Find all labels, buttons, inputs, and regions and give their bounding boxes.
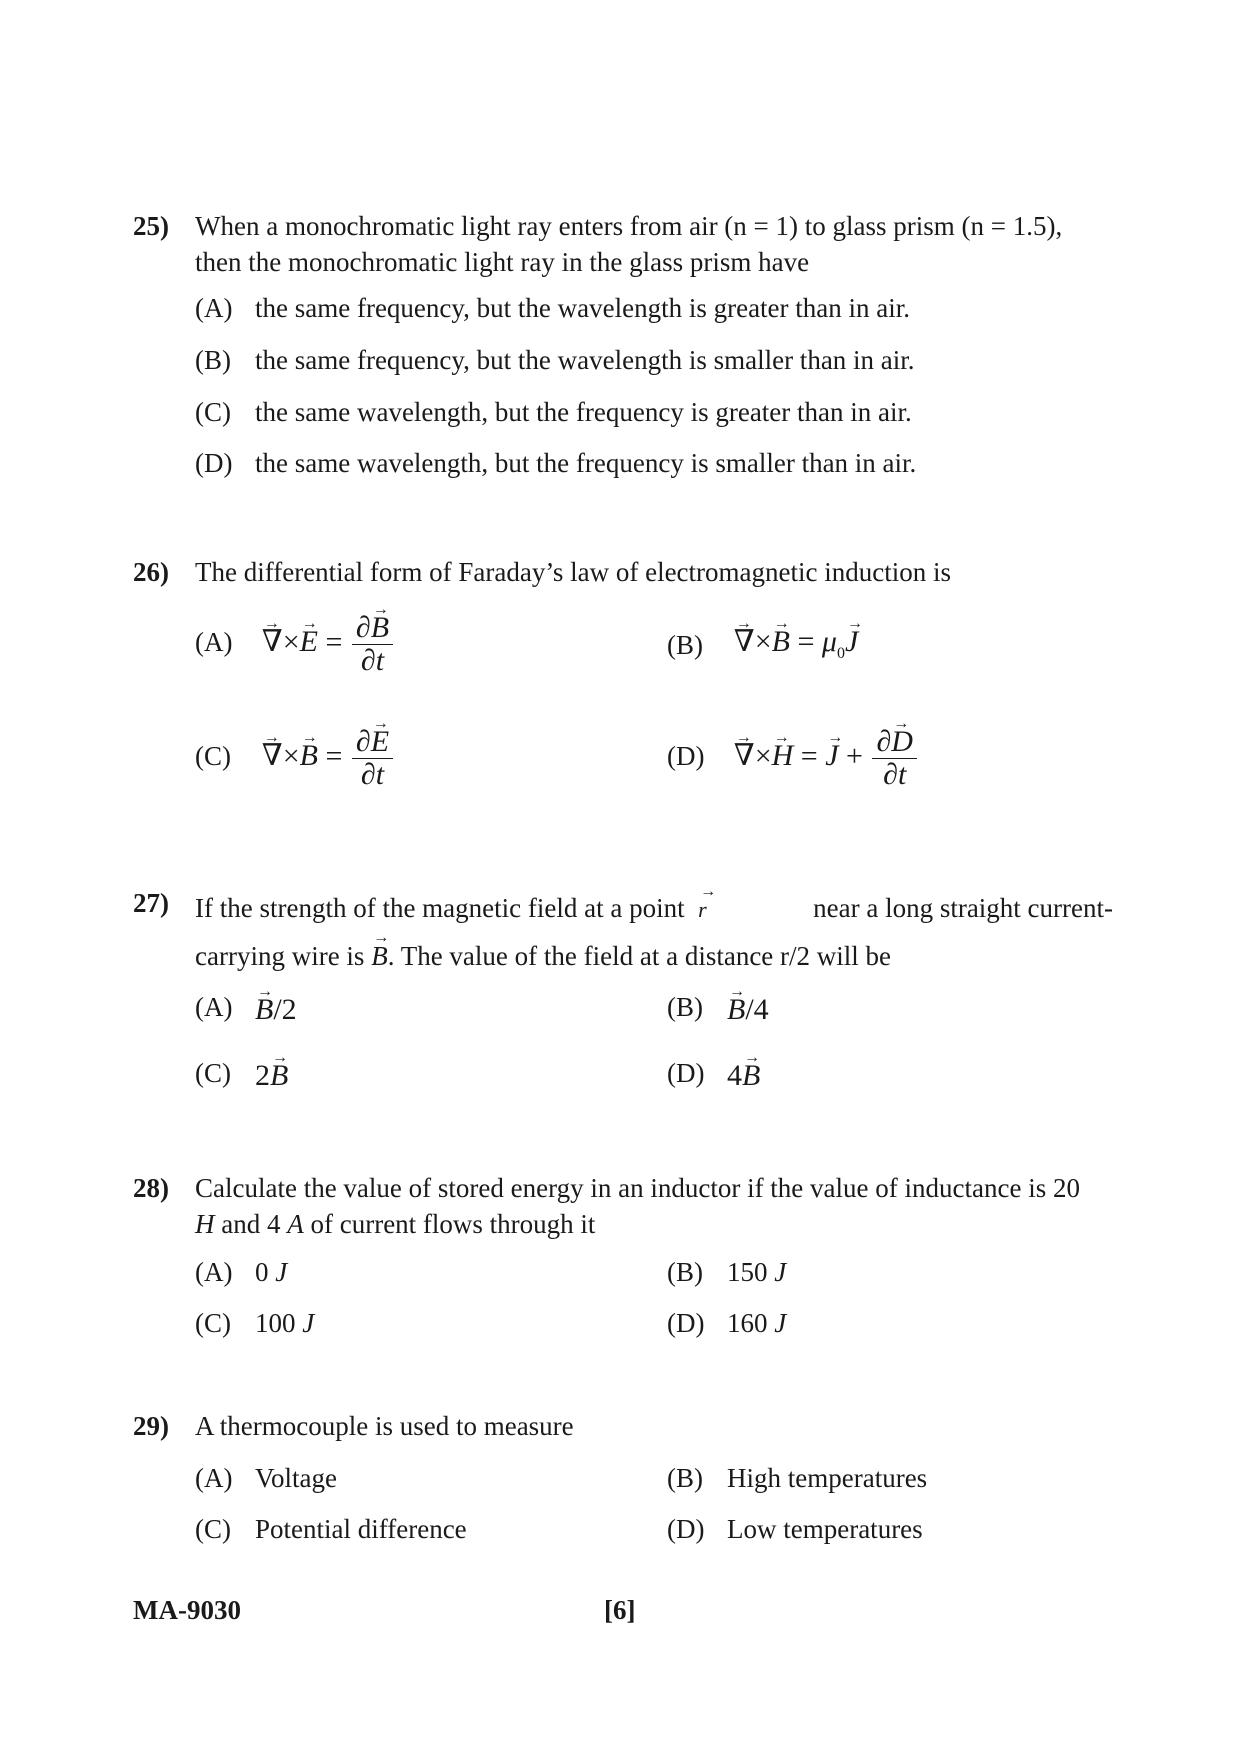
option-d[interactable] [667, 1055, 760, 1094]
question-26 [133, 554, 1113, 790]
question-number: 25) [133, 211, 169, 241]
option-expression: 4→ B [727, 1058, 760, 1094]
option-c[interactable] [195, 1511, 467, 1547]
field-vector-b: → B [371, 933, 388, 979]
equation-d: → ∇×→ H = → J + $\frac{\partial\to D}{\partial t}$ [734, 726, 919, 791]
option-label: (A) [195, 293, 233, 323]
unit-ampere: A [287, 1209, 304, 1239]
option-label: (B) [667, 630, 703, 661]
question-number: 28) [133, 1173, 169, 1203]
option-a[interactable] [195, 1460, 337, 1496]
option-label: (A) [195, 1463, 233, 1493]
option-text: the same frequency, but the wavelength is smaller than in air. [255, 345, 915, 375]
page-number: [6] [604, 1595, 636, 1625]
option-label: (D) [667, 1308, 705, 1338]
question-number: 29) [133, 1411, 169, 1441]
unit-henry: H [195, 1209, 215, 1239]
option-unit: J [302, 1308, 315, 1338]
question-27 [133, 885, 1113, 1119]
option-expression: → B/2 [255, 992, 297, 1028]
question-text-part: . The value of the field at a distance r/2 will be [387, 941, 892, 971]
option-c[interactable] [195, 1055, 288, 1094]
equation-b: → ∇×→ $B = \mu_0\to J$ [734, 624, 859, 672]
option-a[interactable] [195, 612, 395, 677]
question-text-part: If the strength of the magnetic field at a point [195, 893, 685, 923]
options [195, 1242, 1113, 1362]
option-label: (B) [667, 992, 703, 1022]
options [195, 590, 1113, 790]
question-number: 27) [133, 888, 169, 918]
option-d[interactable] [195, 445, 916, 481]
option-b[interactable] [667, 1254, 786, 1290]
option-c[interactable] [195, 1305, 314, 1341]
option-value: 160 [727, 1308, 768, 1338]
option-label: (B) [667, 1463, 703, 1493]
question-text-part: and 4 [214, 1209, 288, 1239]
question-text-line [195, 1206, 1113, 1242]
options [195, 979, 1113, 1119]
question-text-line: Calculate the value of stored energy in an inductor if the value of inductance is 20 [195, 1173, 1080, 1203]
option-label: (A) [195, 992, 233, 1022]
question-text [195, 208, 1113, 280]
question-28 [133, 1170, 1113, 1362]
question-text: A thermocouple is used to measure [195, 1411, 574, 1441]
paper-code: MA-9030 [133, 1595, 241, 1625]
option-text: High temperatures [727, 1463, 928, 1493]
option-unit: J [275, 1257, 288, 1287]
option-text: Potential difference [255, 1514, 467, 1544]
option-label: (A) [195, 1257, 233, 1287]
option-label: (D) [667, 1058, 705, 1088]
option-label: (C) [195, 740, 231, 771]
option-label: (A) [195, 626, 233, 657]
options [195, 280, 1113, 480]
option-label: (D) [667, 740, 705, 771]
question-text-part: carrying wire is [195, 941, 365, 971]
option-a[interactable] [195, 1254, 287, 1290]
question-text [195, 885, 1113, 979]
option-label: (C) [195, 1514, 231, 1544]
question-text-line [195, 933, 1113, 979]
option-a[interactable] [195, 989, 297, 1028]
option-value: 150 [727, 1257, 768, 1287]
equation-a: → ∇×→ E = $\frac{\partial\to B}{\partial t}$ [262, 612, 395, 677]
option-text: the same frequency, but the wavelength is greater than in air. [255, 293, 911, 323]
option-text: the same wavelength, but the frequency is greater than in air. [255, 397, 912, 427]
option-text: Voltage [255, 1463, 337, 1493]
position-vector-r: → r [698, 887, 707, 933]
question-text-line [195, 885, 1113, 933]
option-value: 100 [255, 1308, 296, 1338]
question-text: The differential form of Faraday’s law of electromagnetic induction is [195, 557, 951, 587]
option-label: (C) [195, 397, 231, 427]
option-b[interactable] [667, 1460, 927, 1496]
option-unit: J [774, 1257, 787, 1287]
option-b[interactable] [667, 624, 858, 672]
option-expression: → B/4 [727, 992, 769, 1028]
question-29 [133, 1408, 1113, 1554]
option-label: (B) [667, 1257, 703, 1287]
question-text-line: When a monochromatic light ray enters from air (n = 1) to glass prism (n = 1.5), [195, 211, 1063, 241]
option-label: (D) [667, 1514, 705, 1544]
option-b[interactable] [667, 989, 769, 1028]
question-25 [133, 208, 1113, 480]
option-label: (D) [195, 448, 233, 478]
question-text-line: then the monochromatic light ray in the glass prism have [195, 247, 810, 277]
option-b[interactable] [195, 342, 915, 378]
option-text: the same wavelength, but the frequency is smaller than in air. [255, 448, 917, 478]
question-text [195, 1170, 1113, 1242]
option-c[interactable] [195, 726, 395, 791]
equation-c: → ∇×→ B = $\frac{\partial\to E}{\partial t}$ [262, 726, 395, 791]
question-text-part: of current flows through it [303, 1209, 596, 1239]
option-value: 0 [255, 1257, 269, 1287]
option-d[interactable] [667, 1305, 786, 1341]
option-d[interactable] [667, 1511, 923, 1547]
option-label: (C) [195, 1058, 231, 1088]
option-text: Low temperatures [727, 1514, 923, 1544]
option-expression: 2→ B [255, 1058, 288, 1094]
options [195, 1444, 1113, 1554]
question-text-part: near a long straight current- [813, 893, 1113, 923]
option-d[interactable] [667, 726, 919, 791]
option-unit: J [774, 1308, 787, 1338]
option-label: (C) [195, 1308, 231, 1338]
option-a[interactable] [195, 290, 910, 326]
question-number: 26) [133, 557, 169, 587]
option-c[interactable] [195, 394, 912, 430]
option-label: (B) [195, 345, 231, 375]
